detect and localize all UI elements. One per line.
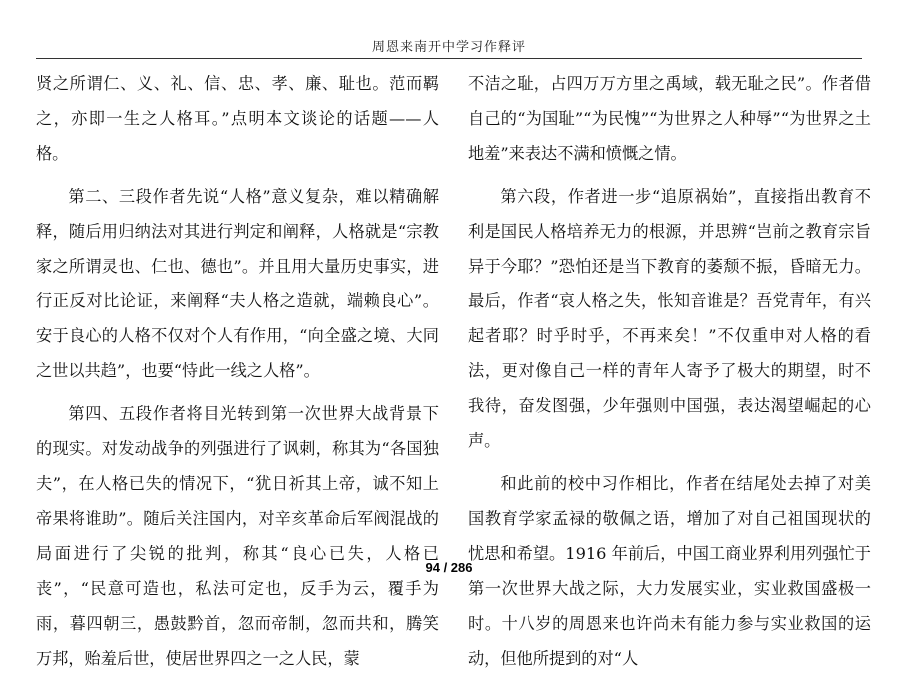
left-text-column (36, 67, 439, 676)
right-text-column (468, 67, 871, 676)
paragraph-comparison: 和此前的校中习作相比，作者在结尾处去掉了对美国教育学家孟禄的敬佩之语，增加了对自己祖国现状的忧思和希望。1916 年前后，中国工商业界利用列强忙于第一次世界大战之际，大力发展实业，实业救国盛极一时。十八岁的周恩来也许尚未有能力参与实业救国的运动，但他所提到的对“人 (468, 473, 871, 668)
paragraph-section-6: 第六段，作者进一步“追原祸始”，直接指出教育不利是国民人格培养无力的根源，并思辨“岂前之教育宗旨异于今耶？”恐怕还是当下教育的萎颓不振，昏暗无力。最后，作者“哀人格之失，怅知音谁是？吾党青年，有兴起者耶？时乎时乎，不再来矣！”不仅重申对人格的看法，更对像自己一样的青年人寄予了极大的期望，时不我待，奋发图强，少年强则中国强，表达渴望崛起的心声。 (468, 186, 871, 451)
page-number: 94 / 286 (425, 560, 473, 575)
paragraph-continued: 贤之所谓仁、义、礼、信、忠、孝、廉、耻也。范而羁之，亦即一生之人格耳。”点明本文谈论的话题——人格。 (36, 74, 439, 163)
paragraph-continued-right: 不洁之耻，占四万万方里之禹域，载无耻之民”。作者借自己的“为国耻”“为民愧”“为世界之人种辱”“为世界之土地羞”来表达不满和愤慨之情。 (468, 74, 871, 163)
paragraph-sections-4-5: 第四、五段作者将目光转到第一次世界大战背景下的现实。对发动战争的列强进行了讽刺，称其为“各国独夫”，在人格已失的情况下，“犹日祈其上帝，诚不知上帝果将谁助”。随后关注国内，对辛亥革命后军阀混战的局面进行了尖锐的批判，称其“良心已失，人格已丧”，“民意可造也，私法可定也，反手为云，覆手为雨，暮四朝三，愚鼓黔首，忽而帝制，忽而共和，腾笑万邦，贻羞后世，使居世界四之一之人民，蒙 (36, 404, 439, 668)
page-header-title: 周恩来南开中学习作释评 (371, 40, 526, 55)
header-divider (36, 58, 862, 59)
paragraph-sections-2-3: 第二、三段作者先说“人格”意义复杂，难以精确解释，随后用归纳法对其进行判定和阐释，人格就是“宗教家之所谓灵也、仁也、德也”。并且用大量历史事实，进行正反对比论证，来阐释“夫人格之造就，端赖良心”。安于良心的人格不仅对个人有作用，“向全盛之境、大同之世以共趋”，也要“恃此一线之人格”。 (36, 186, 439, 381)
